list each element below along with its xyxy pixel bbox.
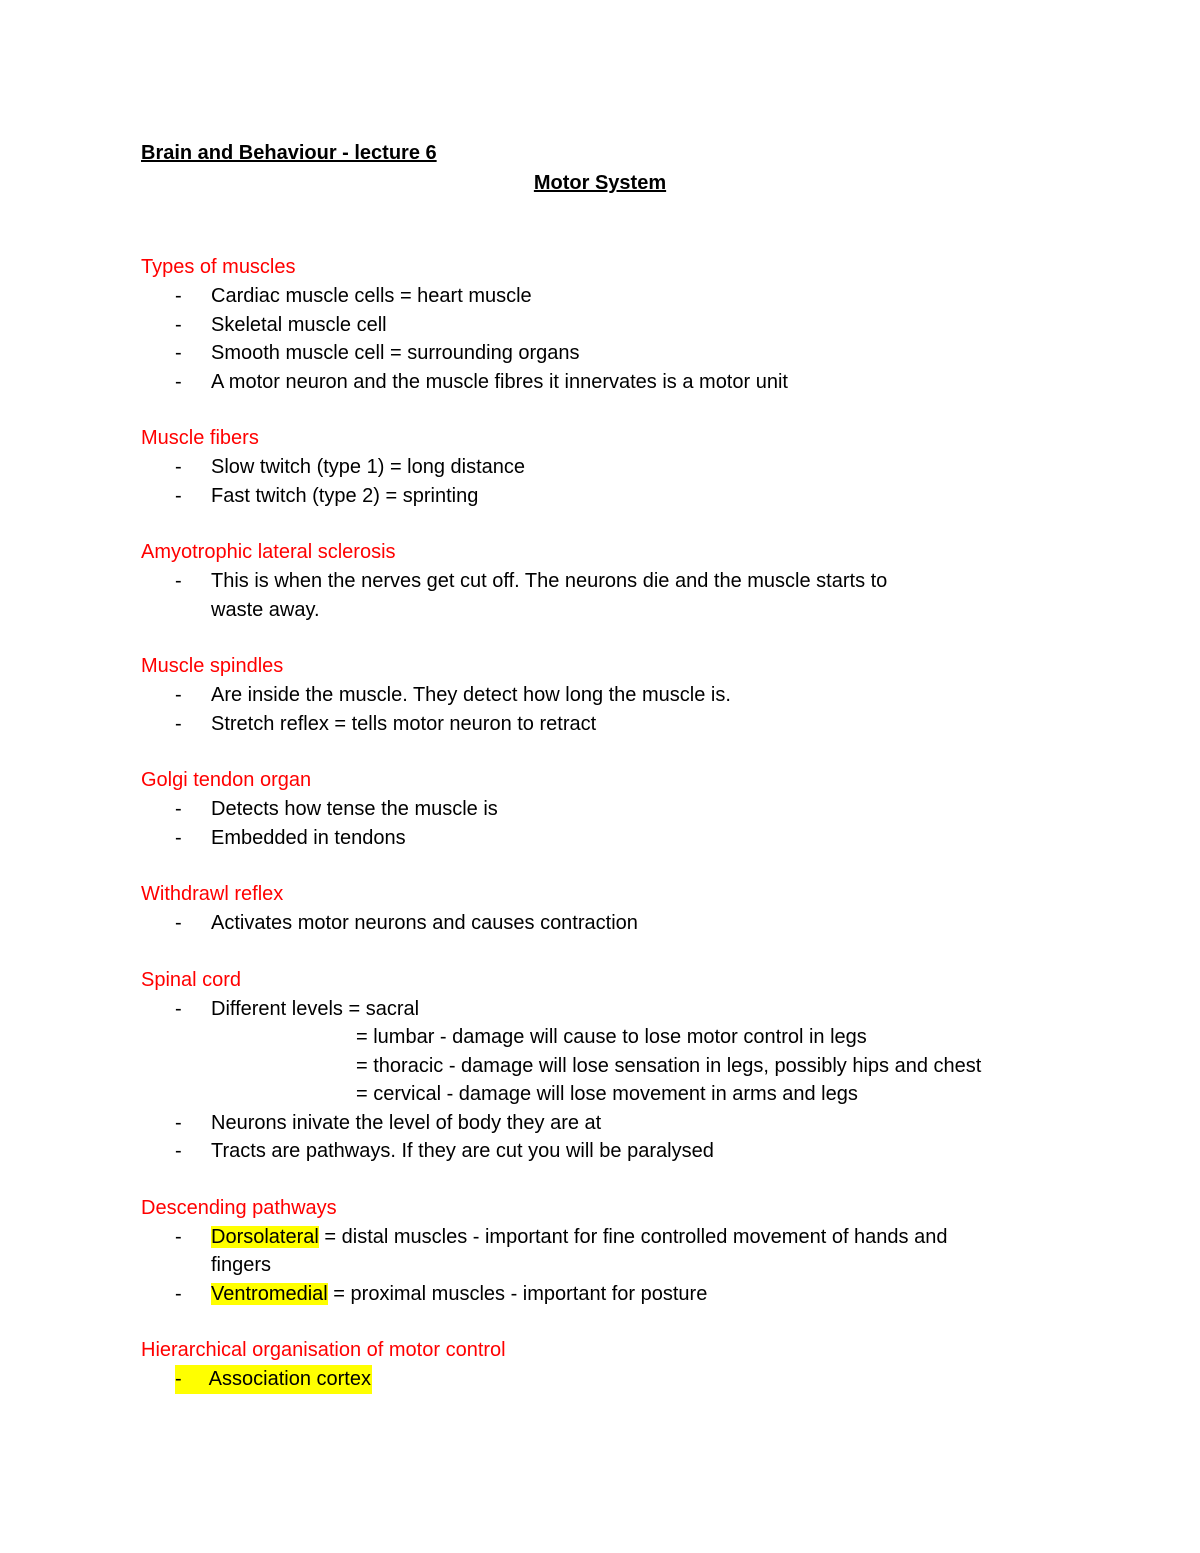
dash-marker: - <box>175 684 182 706</box>
section-muscle-fibers <box>141 424 1061 510</box>
item-text: Smooth muscle cell = surrounding organs <box>211 342 580 364</box>
list-item <box>141 995 1061 1024</box>
item-text: Are inside the muscle. They detect how long the muscle is. <box>211 684 731 706</box>
dash-marker: - <box>175 997 182 1020</box>
list-item <box>141 795 1061 824</box>
section-heading: Spinal cord <box>141 968 242 991</box>
list-item <box>141 282 1061 311</box>
bullet-list <box>141 995 1061 1024</box>
item-text: = distal muscles - important for fine controlled movement of hands and fingers <box>211 1225 948 1276</box>
section-heading: Withdrawl reflex <box>141 883 284 905</box>
bullet-list <box>141 795 1061 852</box>
section-withdrawl-reflex <box>141 880 1061 938</box>
section-spinal-cord <box>141 966 1061 1166</box>
dash-marker: - <box>175 342 182 364</box>
list-item <box>141 710 1061 739</box>
list-item <box>141 1280 1061 1309</box>
bullet-list <box>141 453 1061 510</box>
dash-marker: - <box>175 1140 182 1162</box>
section-types-of-muscles <box>141 253 1061 396</box>
list-item <box>141 1223 1011 1280</box>
dash-marker: - <box>175 484 182 507</box>
item-text: = proximal muscles - important for posture <box>327 1282 708 1305</box>
section-heading: Types of muscles <box>141 256 296 278</box>
bullet-list <box>141 1109 1061 1166</box>
list-item <box>141 453 1061 482</box>
bullet-list <box>141 567 1061 624</box>
section-hierarchical-organisation <box>141 1336 1061 1394</box>
list-item <box>141 1365 1061 1394</box>
spinal-level-line: = cervical - damage will lose movement in arms and legs <box>356 1083 858 1105</box>
item-text: A motor neuron and the muscle fibres it innervates is a motor unit <box>211 370 788 393</box>
item-text: Different levels = sacral <box>211 997 420 1020</box>
list-item <box>141 681 1061 710</box>
bullet-list <box>141 1223 1061 1309</box>
dash-marker: - <box>175 285 182 307</box>
dash-marker: - <box>175 912 182 934</box>
section-muscle-spindles <box>141 652 1061 738</box>
list-item <box>141 909 1061 938</box>
item-text: Detects how tense the muscle is <box>211 798 498 820</box>
dash-marker: - <box>175 456 182 478</box>
document-title: Brain and Behaviour - lecture 6 <box>141 142 437 164</box>
item-text: Embedded in tendons <box>211 826 406 849</box>
spinal-level-line: = lumbar - damage will cause to lose motor control in legs <box>356 1026 867 1048</box>
list-item <box>141 824 1061 853</box>
list-item <box>141 1137 1061 1166</box>
dash-marker: - <box>175 1111 182 1134</box>
spinal-level-line: = thoracic - damage will lose sensation in legs, possibly hips and chest <box>356 1054 982 1077</box>
dash-marker: - <box>175 313 182 336</box>
item-text: Fast twitch (type 2) = sprinting <box>211 484 479 507</box>
document-subtitle: Motor System <box>533 172 667 194</box>
item-text: Activates motor neurons and causes contraction <box>211 912 638 934</box>
highlighted-row <box>175 1365 372 1394</box>
section-heading: Golgi tendon organ <box>141 769 312 791</box>
highlighted-term: Ventromedial <box>211 1282 328 1305</box>
bullet-list <box>141 282 1061 396</box>
section-heading: Muscle spindles <box>141 655 284 677</box>
section-als <box>141 538 1061 624</box>
dash-marker: - <box>175 712 182 735</box>
list-item <box>141 1109 1061 1138</box>
item-text: Tracts are pathways. If they are cut you will be paralysed <box>211 1140 714 1162</box>
section-heading: Descending pathways <box>141 1196 337 1219</box>
dash-marker: - <box>175 826 182 849</box>
dash-marker: - <box>175 1282 182 1305</box>
item-text: Slow twitch (type 1) = long distance <box>211 456 526 478</box>
dash-marker: - <box>175 370 182 393</box>
list-item <box>141 339 1061 368</box>
item-text: Neurons inivate the level of body they are at <box>211 1111 602 1134</box>
document-body <box>141 253 1061 1422</box>
bullet-list <box>141 909 1061 938</box>
section-golgi-tendon-organ <box>141 766 1061 852</box>
item-text: Cardiac muscle cells = heart muscle <box>211 285 532 307</box>
item-text: Association cortex <box>208 1368 371 1390</box>
section-heading: Amyotrophic lateral sclerosis <box>141 541 396 563</box>
dash-marker: - <box>175 1225 182 1248</box>
section-descending-pathways <box>141 1194 1061 1309</box>
highlighted-term: Dorsolateral <box>211 1225 319 1248</box>
list-item <box>141 311 1061 340</box>
section-heading: Hierarchical organisation of motor control <box>141 1339 506 1361</box>
list-item <box>141 368 1061 397</box>
item-text: Stretch reflex = tells motor neuron to retract <box>211 712 597 735</box>
bullet-list <box>141 681 1061 738</box>
dash-marker: - <box>175 1368 182 1390</box>
dash-marker: - <box>175 798 182 820</box>
bullet-list <box>141 1365 1061 1394</box>
section-heading: Muscle fibers <box>141 427 259 449</box>
dash-marker: - <box>175 570 182 592</box>
list-item <box>141 567 941 624</box>
item-text: This is when the nerves get cut off. The neurons die and the muscle starts to waste away. <box>211 570 888 621</box>
item-text: Skeletal muscle cell <box>211 313 387 336</box>
list-item <box>141 482 1061 511</box>
